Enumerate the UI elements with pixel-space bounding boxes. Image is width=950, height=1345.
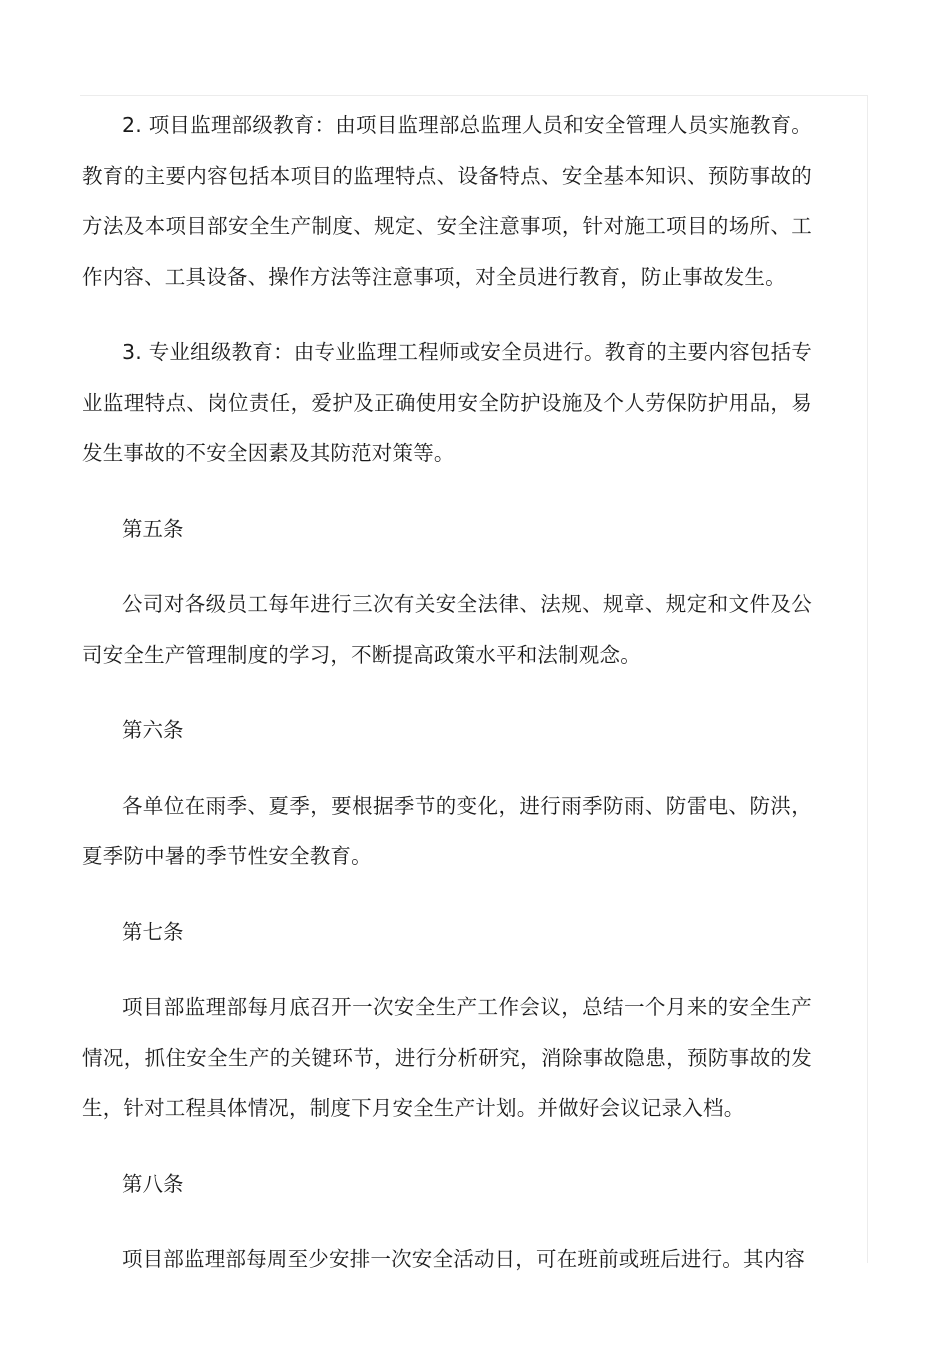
paragraph-specialty-group-education: 3. 专业组级教育：由专业监理工程师或安全员进行。教育的主要内容包括专业监理特点、岗位责任，爱护及正确使用安全防护设施及个人劳保防护用品，易发生事故的不安全因素及其防范对策等。 bbox=[82, 340, 812, 465]
paragraph-article-8: 项目部监理部每周至少安排一次安全活动日，可在班前或班后进行。其内容 bbox=[122, 1247, 806, 1271]
document-body bbox=[82, 100, 812, 1285]
article-heading-6: 第六条 bbox=[122, 718, 184, 742]
article-heading-8: 第八条 bbox=[122, 1171, 184, 1196]
article-heading-5: 第五条 bbox=[122, 516, 184, 541]
paragraph-article-7: 项目部监理部每月底召开一次安全生产工作会议，总结一个月来的安全生产情况，抓住安全生产的关键环节，进行分析研究，消除事故隐患，预防事故的发生，针对工程具体情况，制度下月安全生产计划。并做好会议记录入档。 bbox=[82, 995, 812, 1120]
paragraph-article-5: 公司对各级员工每年进行三次有关安全法律、法规、规章、规定和文件及公司安全生产管理制度的学习，不断提高政策水平和法制观念。 bbox=[82, 592, 812, 667]
paragraph-project-level-education: 2. 项目监理部级教育：由项目监理部总监理人员和安全管理人员实施教育。教育的主要内容包括本项目的监理特点、设备特点、安全基本知识、预防事故的方法及本项目部安全生产制度、规定、安全注意事项，针对施工项目的场所、工作内容、工具设备、操作方法等注意事项，对全员进行教育，防止事故发生。 bbox=[82, 113, 812, 289]
article-heading-7: 第七条 bbox=[122, 919, 184, 944]
paragraph-article-6: 各单位在雨季、夏季，要根据季节的变化，进行雨季防雨、防雷电、防洪，夏季防中暑的季节性安全教育。 bbox=[82, 793, 812, 868]
